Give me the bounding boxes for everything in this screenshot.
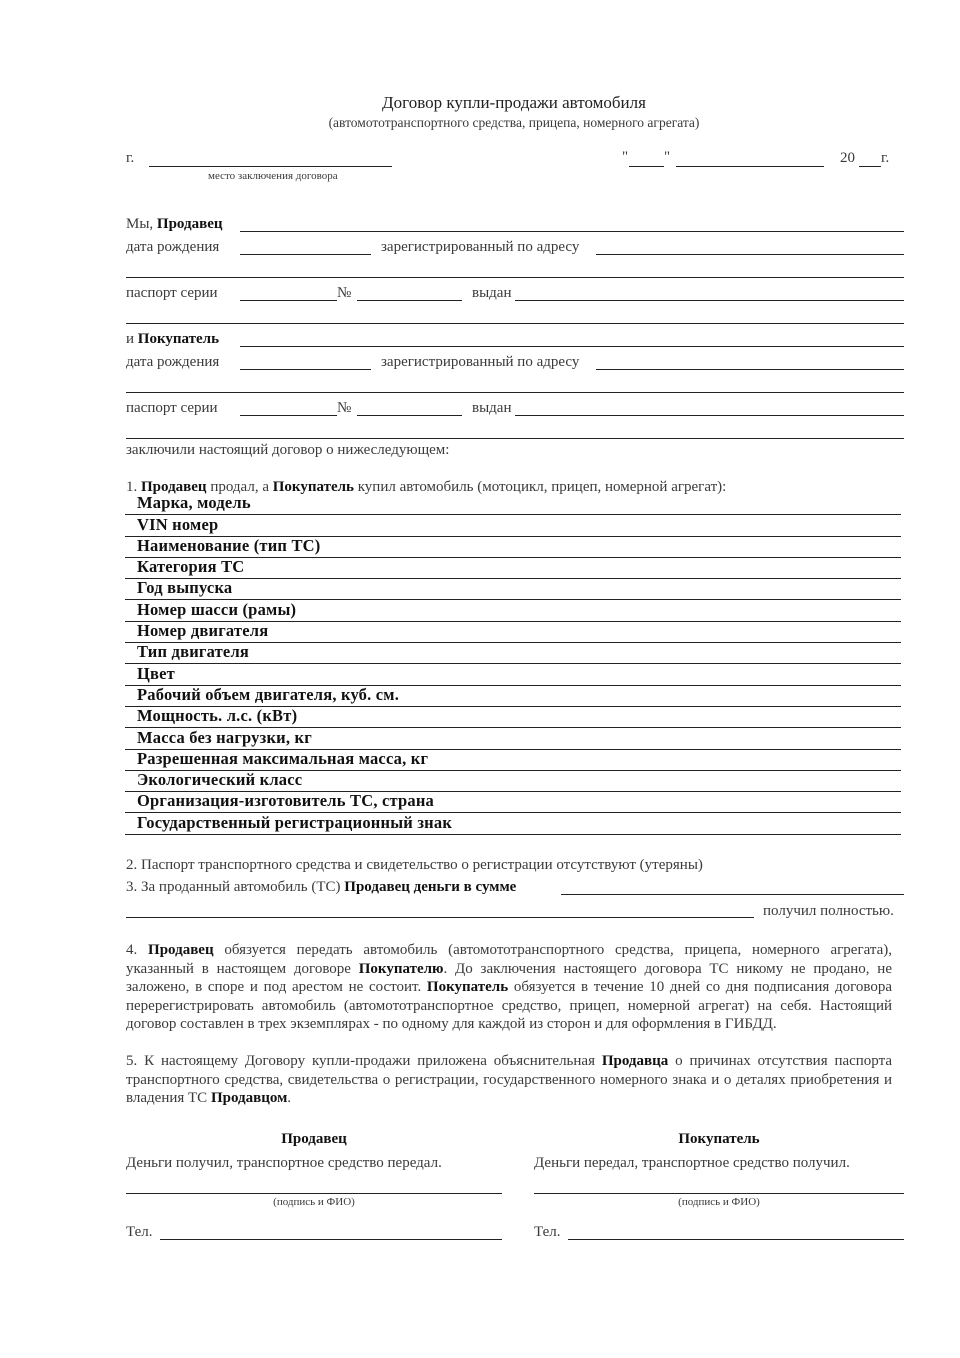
vehicle-field-label: Цвет [137,663,175,683]
concluded-text: заключили настоящий договор о нижеследующем: [126,442,450,458]
buyer-role: Покупатель [137,331,220,347]
vehicle-field-label: Наименование (тип ТС) [137,535,321,555]
buyer-passport-number-field[interactable] [357,415,462,416]
vehicle-field-label: VIN номер [137,514,219,534]
amount-words-field[interactable] [126,917,754,918]
clause-4-part: обязуется в течение 10 дней со дня подписания договора перерегистрировать автомобиль (автомототранспортное средство, прицеп, номерной агрегат) на себя. Настоящий договор составлен в трех экземплярах - по одному для каждой из сторон и для оформления в ГИБДД. [126,979,892,1032]
clause-1-seller: Продавец [141,479,207,495]
seller-role: Продавец [156,216,223,232]
seller-birth-label: дата рождения [126,239,220,255]
seller-passport-number-field[interactable] [357,300,462,301]
buyer-issued-field[interactable] [515,415,904,416]
buyer-name-field[interactable] [240,346,904,347]
vehicle-field-label: Год выпуска [137,578,233,598]
clause-3-text [126,878,516,896]
clause-4-buyer: Покупатель [426,979,509,995]
vehicle-field-row[interactable] [125,601,901,622]
clause-4-seller: Продавец [148,942,214,958]
buyer-signature-field[interactable] [534,1193,904,1194]
seller-address-field[interactable] [596,254,904,255]
clause-1-part: 1. [126,479,141,495]
seller-passport-label: паспорт серии [126,285,218,301]
buyer-phone-field[interactable] [568,1239,904,1240]
vehicle-field-row[interactable] [125,643,901,664]
and-text: и [126,331,138,347]
vehicle-field-label: Мощность. л.с. (кВт) [137,706,298,726]
buyer-address-label: зарегистрированный по адресу [381,354,580,370]
seller-address-field-2[interactable] [126,277,904,278]
day-quote-close: " [664,149,671,165]
vehicle-field-label: Рабочий объем двигателя, куб. см. [137,684,400,704]
vehicle-field-label: Государственный регистрационный знак [137,812,453,832]
clause-1-part: продал, а [206,479,273,495]
buyer-passport-label: паспорт серии [126,400,218,416]
seller-phone-label: Тел. [126,1224,153,1240]
seller-issued-field[interactable] [515,300,904,301]
document-title: Договор купли-продажи автомобиля [382,93,646,112]
vehicle-field-row[interactable] [125,707,901,728]
buyer-intro [126,330,219,348]
clause-2-text: 2. Паспорт транспортного средства и свидетельство о регистрации отсутствуют (утеряны) [126,857,703,873]
clause-1-buyer: Покупатель [272,479,354,495]
year-suffix: г. [881,150,890,166]
clause-5-seller-instrumental: Продавцом [210,1090,288,1106]
received-in-full-text: получил полностью. [763,903,894,919]
buyer-issued-field-2[interactable] [126,438,904,439]
clause-5-part: 5. К настоящему Договору купли-продажи приложена объяснительная [126,1053,602,1069]
buyer-passport-series-field[interactable] [240,415,337,416]
clause-5-part: о причинах отсутствия паспорта транспортного средства, свидетельства о регистрации, государственного номерного знака и о деталях приобретения и владения ТС [126,1053,893,1106]
clause-4-part: 4. [126,942,149,958]
vehicle-field-label: Категория ТС [137,557,245,577]
vehicle-field-row[interactable] [125,771,901,792]
buyer-address-field[interactable] [596,369,904,370]
seller-issued-field-2[interactable] [126,323,904,324]
seller-name-field[interactable] [240,231,904,232]
seller-intro [126,215,223,233]
vehicle-field-row[interactable] [125,792,901,813]
vehicle-field-row[interactable] [125,814,901,835]
vehicle-field-row[interactable] [125,579,901,600]
buyer-signature-title: Покупатель [678,1131,760,1147]
vehicle-field-row[interactable] [125,515,901,536]
vehicle-field-row[interactable] [125,537,901,558]
amount-field[interactable] [561,894,904,895]
seller-issued-label: выдан [472,285,512,301]
day-field[interactable] [629,166,664,167]
day-quote-open: " [622,149,629,165]
vehicle-field-label: Тип двигателя [137,642,250,662]
vehicle-field-row[interactable] [125,686,901,707]
vehicle-field-label: Масса без нагрузки, кг [137,727,312,747]
buyer-signature-caption: (подпись и ФИО) [678,1196,760,1208]
vehicle-field-label: Организация-изготовитель ТС, страна [137,791,434,811]
document-subtitle: (автомототранспортного средства, прицепа, номерного агрегата) [328,115,700,130]
seller-signature-statement: Деньги получил, транспортное средство передал. [126,1155,442,1171]
vehicle-field-row[interactable] [125,750,901,771]
vehicle-field-row[interactable] [125,664,901,685]
clause-4-part: . До заключения настоящего договора ТС никому не продано, не заложено, в споре и под арестом не состоит. [126,960,892,995]
vehicle-field-row[interactable] [125,494,901,515]
seller-birth-field[interactable] [240,254,371,255]
buyer-birth-label: дата рождения [126,354,220,370]
buyer-number-sign: № [337,400,352,416]
seller-signature-title: Продавец [281,1131,347,1147]
buyer-address-field-2[interactable] [126,392,904,393]
vehicle-field-label: Номер шасси (рамы) [137,599,297,619]
clause-5-part: . [287,1090,292,1106]
place-caption: место заключения договора [208,170,338,182]
clause-3-part: 3. За проданный автомобиль (ТС) [126,879,345,895]
place-field[interactable] [149,166,392,167]
buyer-phone-label: Тел. [534,1224,561,1240]
vehicle-field-row[interactable] [125,622,901,643]
city-prefix: г. [126,150,135,166]
clause-5-seller-genitive: Продавца [601,1053,669,1069]
buyer-birth-field[interactable] [240,369,371,370]
buyer-signature-statement: Деньги передал, транспортное средство получил. [534,1155,850,1171]
month-field[interactable] [676,166,824,167]
year-prefix: 20 [840,150,855,166]
clause-4-part: обязуется передать автомобиль (автомототранспортного средства, прицепа, номерного агрегата), указанный в настоящем договоре [126,942,893,977]
seller-signature-caption: (подпись и ФИО) [273,1196,355,1208]
vehicle-field-label: Экологический класс [137,770,303,790]
clause-1-part: купил автомобиль (мотоцикл, прицеп, номерной агрегат): [353,479,727,495]
vehicle-field-label: Разрешенная максимальная масса, кг [137,748,429,768]
vehicle-field-row[interactable] [125,728,901,749]
clause-5-text [126,1052,892,1108]
clause-4-buyer-dative: Покупателю [358,960,444,977]
vehicle-field-label: Марка, модель [137,493,251,513]
seller-phone-field[interactable] [160,1239,502,1240]
seller-signature-field[interactable] [126,1193,502,1194]
clause-3-seller-money: Продавец деньги в сумме [344,879,517,895]
seller-address-label: зарегистрированный по адресу [381,239,580,255]
clause-4-text [126,941,892,1034]
vehicle-field-row[interactable] [125,558,901,579]
buyer-issued-label: выдан [472,400,512,416]
year-field[interactable] [859,166,881,167]
seller-number-sign: № [337,285,352,301]
we-text: Мы, [126,216,157,232]
seller-passport-series-field[interactable] [240,300,337,301]
vehicle-field-label: Номер двигателя [137,621,269,641]
